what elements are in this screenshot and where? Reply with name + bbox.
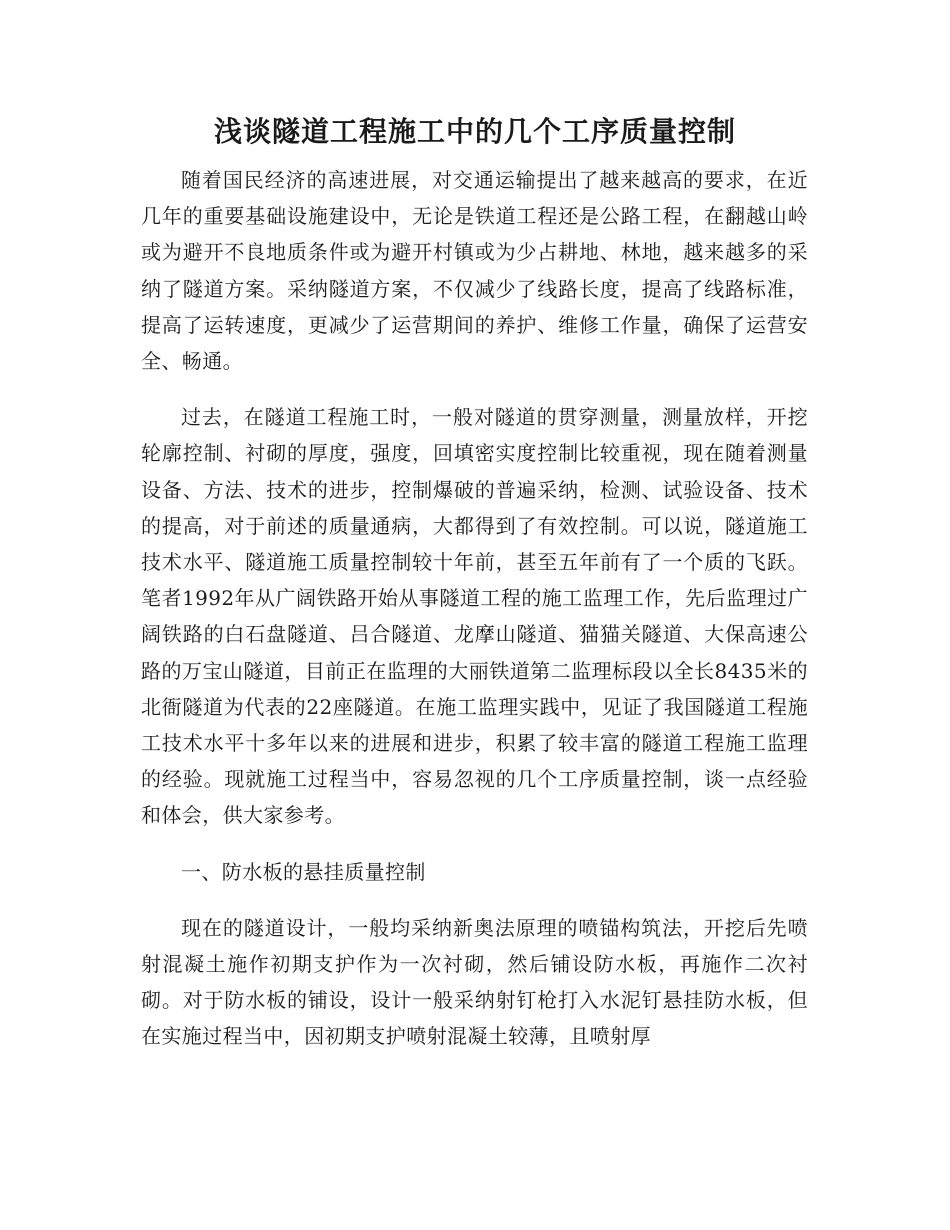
paragraph-gap <box>141 890 808 910</box>
paragraph-waterproof-board: 现在的隧道设计，一般均采纳新奥法原理的喷锚构筑法，开挖后先喷射混凝土施作初期支护作为一次衬砌，然后铺设防水板，再施作二次衬砌。对于防水板的铺设，设计一般采纳射钉枪打入水泥钉悬挂防水板，但在实施过程当中，因初期支护喷射混凝土较薄，且喷射厚 <box>141 915 808 1049</box>
paragraph-background: 过去，在隧道工程施工时，一般对隧道的贯穿测量，测量放样，开挖轮廓控制、衬砌的厚度，强度，回填密实度控制比较重视，现在随着测量设备、方法、技术的进步，控制爆破的普遍采纳，检测、试验设备、技术的提高，对于前述的质量通病，大都得到了有效控制。可以说，隧道施工技术水平、隧道施工质量控制较十年前，甚至五年前有了一个质的飞跃。笔者1992年从广阔铁路开始从事隧道工程的施工监理工作，先后监理过广阔铁路的白石盘隧道、吕合隧道、龙摩山隧道、猫猫关隧道、大保高速公路的万宝山隧道，目前正在监理的大丽铁道第二监理标段以全长8435米的北衙隧道为代表的22座隧道。在施工监理实践中，见证了我国隧道工程施工技术水平十多年以来的进展和进步，积累了较丰富的隧道工程施工监理的经验。现就施工过程当中，容易忽视的几个工序质量控制，谈一点经验和体会，供大家参考。 <box>141 405 808 828</box>
section-heading-waterproof-board: 一、防水板的悬挂质量控制 <box>181 859 426 884</box>
paragraph-gap <box>141 379 808 399</box>
paragraph-intro: 随着国民经济的高速进展，对交通运输提出了越来越高的要求，在近几年的重要基础设施建设中，无论是铁道工程还是公路工程，在翻越山岭或为避开不良地质条件或为避开村镇或为少占耕地、林地，越来越多的采纳了隧道方案。采纳隧道方案，不仅减少了线路长度，提高了线路标准，提高了运转速度，更减少了运营期间的养护、维修工作量，确保了运营安全、畅通。 <box>141 168 808 374</box>
document-title: 浅谈隧道工程施工中的几个工序质量控制 <box>213 115 736 148</box>
document-body <box>141 162 808 1055</box>
paragraph-gap <box>141 834 808 854</box>
